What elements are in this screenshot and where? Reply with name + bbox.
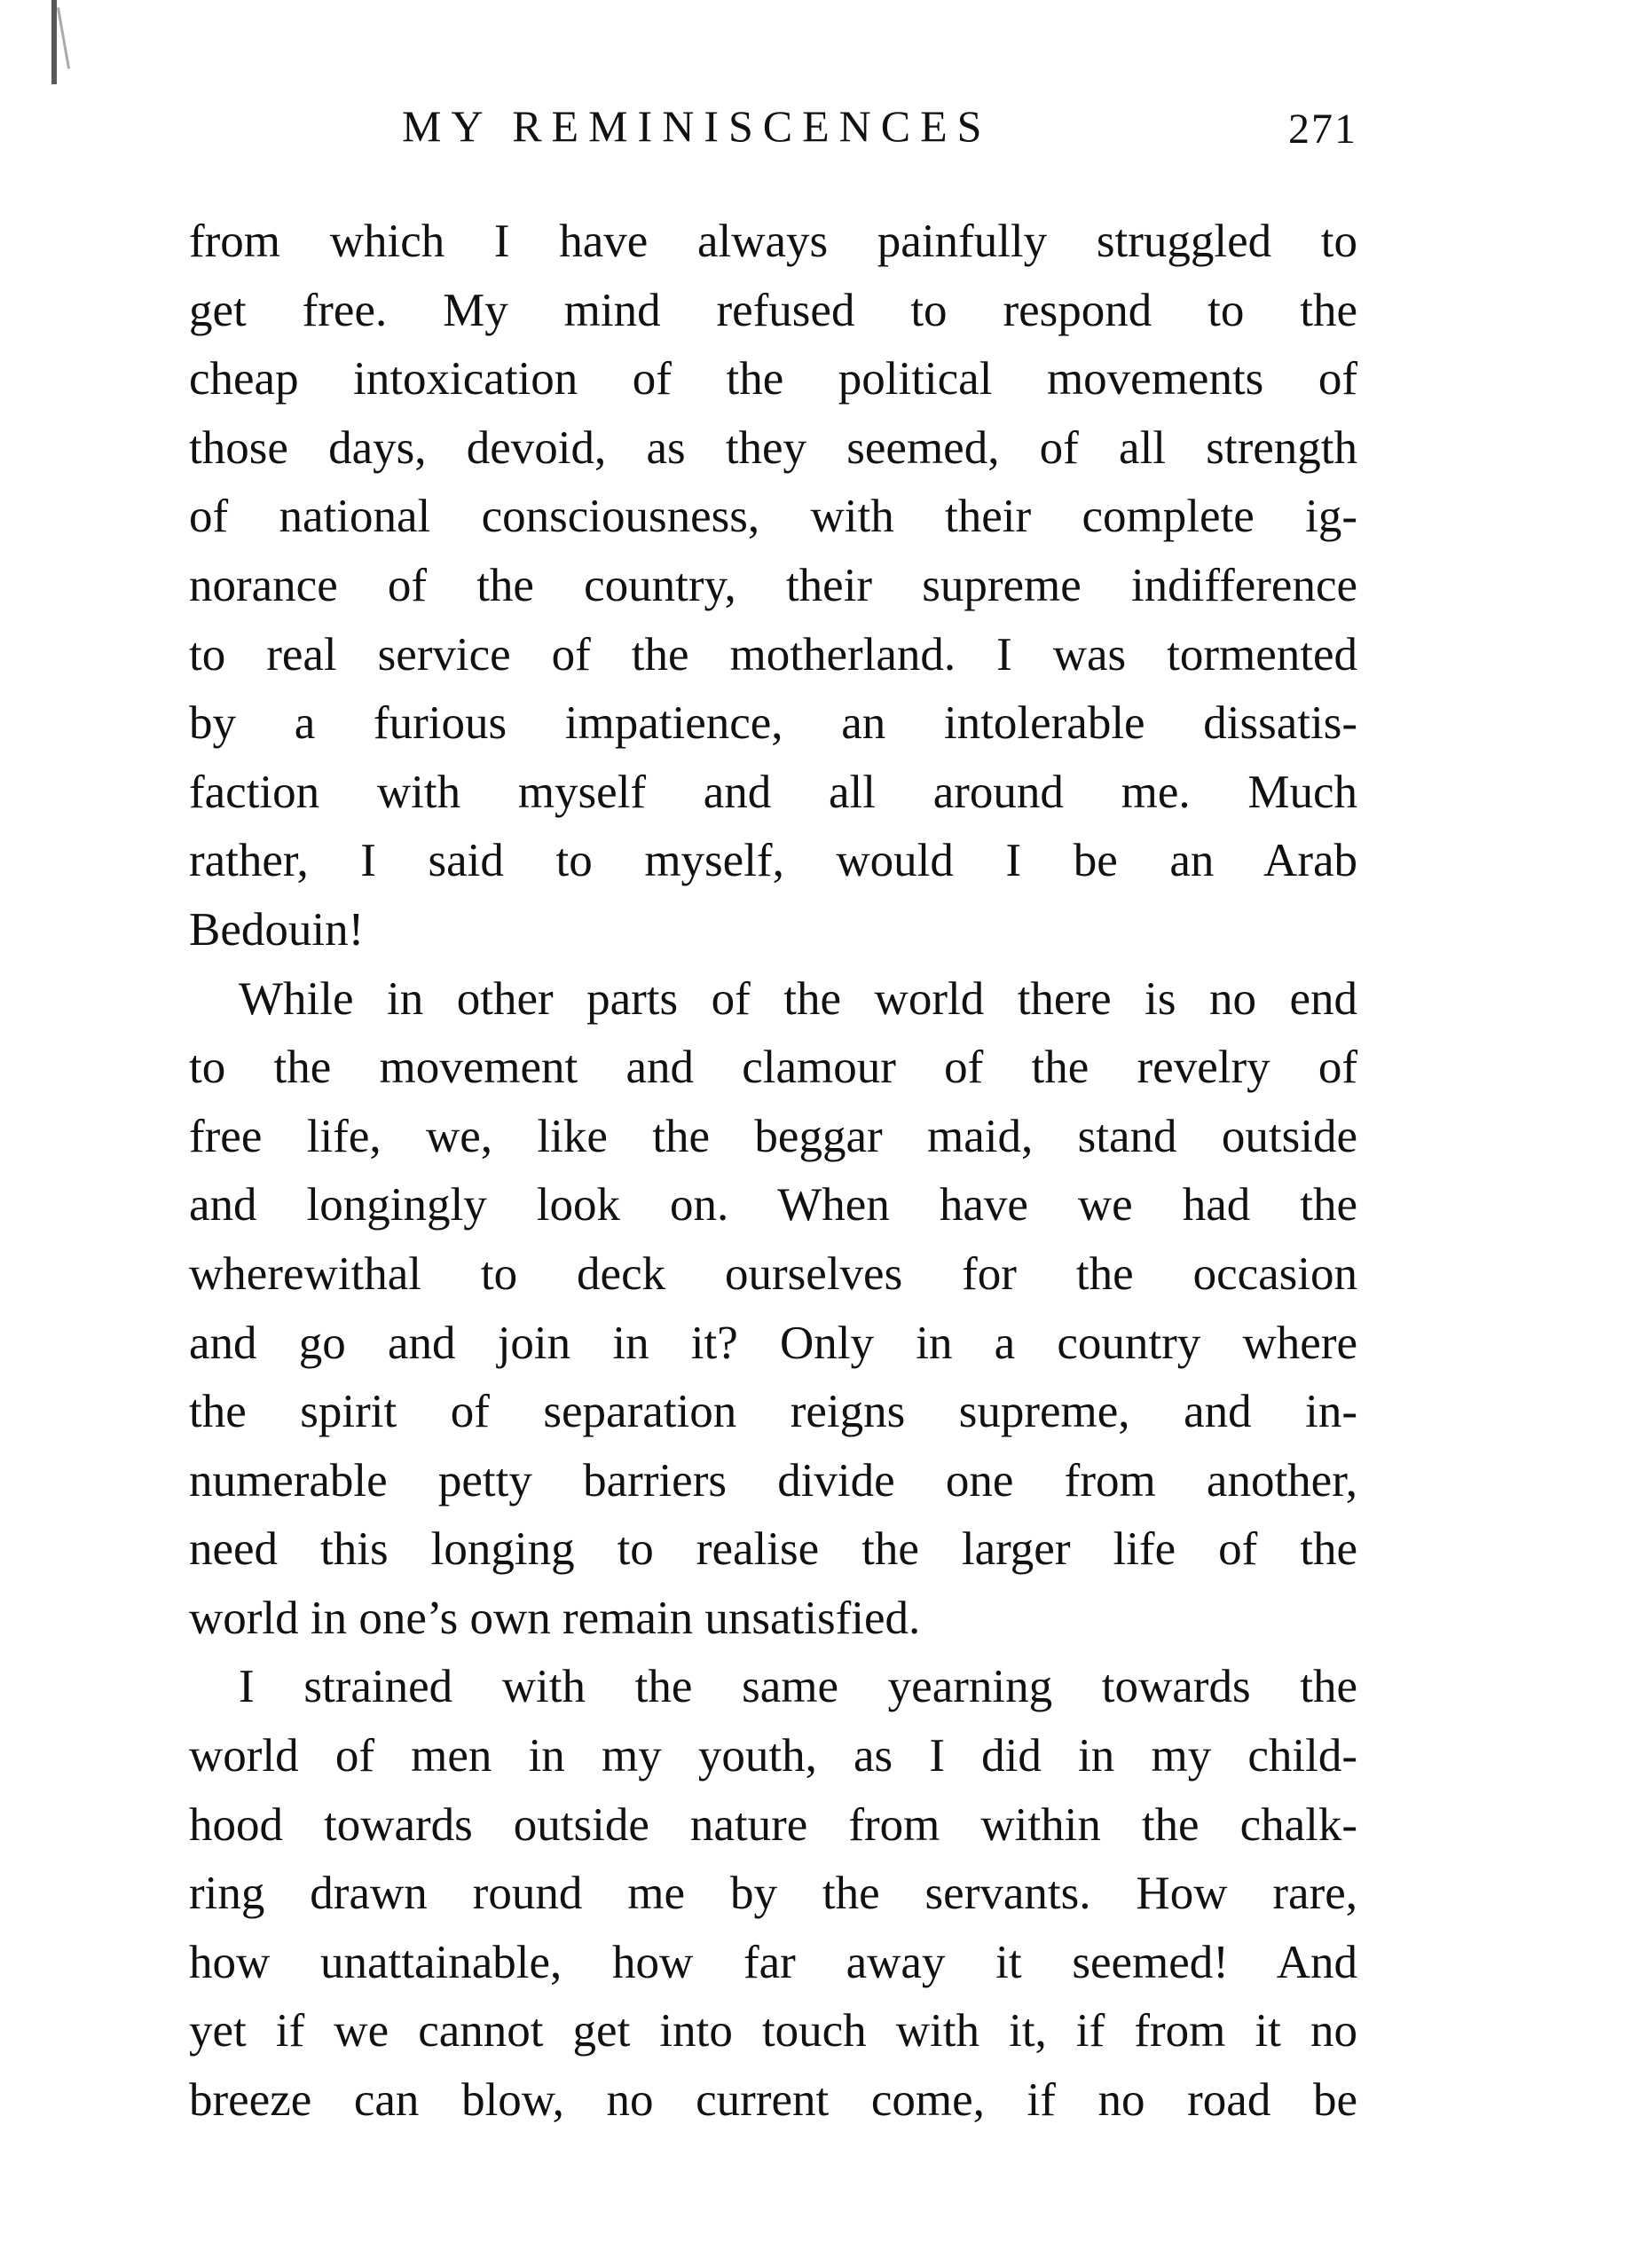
text-line: need this longing to realise the larger life of the <box>189 1523 1357 1576</box>
page-number: 271 <box>1288 106 1357 153</box>
text-line: those days, devoid, as they seemed, of all strength <box>189 421 1357 474</box>
text-line: hood towards outside nature from within the chalk- <box>189 1798 1357 1851</box>
text-line: rather, I said to myself, would I be an Arab <box>189 835 1357 887</box>
text-line: get free. My mind refused to respond to the <box>189 284 1357 336</box>
binding-mark <box>57 7 70 68</box>
text-line: the spirit of separation reigns supreme, and in- <box>189 1386 1357 1438</box>
text-line: of national consciousness, with their complete ig- <box>189 491 1357 543</box>
text-line: wherewithal to deck ourselves for the occasion <box>189 1247 1357 1300</box>
text-line: and longingly look on. When have we had the <box>189 1179 1357 1231</box>
text-line: to the movement and clamour of the revelry of <box>189 1042 1357 1094</box>
binding-mark <box>51 0 57 84</box>
text-line: by a furious impatience, an intolerable dissatis- <box>189 697 1357 750</box>
text-line: world of men in my youth, as I did in my child- <box>189 1730 1357 1782</box>
text-line: and go and join in it? Only in a country where <box>189 1317 1357 1369</box>
text-line: to real service of the motherland. I was tormented <box>189 628 1357 680</box>
text-line: Bedouin! <box>189 903 365 956</box>
text-line: breeze can blow, no current come, if no road be <box>189 2074 1357 2127</box>
text-line: world in one’s own remain unsatisfied. <box>189 1592 921 1644</box>
text-line: yet if we cannot get into touch with it, if from it no <box>189 2005 1357 2057</box>
text-line: free life, we, like the beggar maid, stand outside <box>189 1110 1357 1162</box>
page-body <box>189 208 1357 2136</box>
running-title: MY REMINISCENCES <box>402 101 992 151</box>
page-header <box>189 99 1357 153</box>
text-line: from which I have always painfully struggled to <box>189 216 1357 267</box>
text-line: ring drawn round me by the servants. How rare, <box>189 1868 1357 1920</box>
text-line: numerable petty barriers divide one from another, <box>189 1454 1357 1506</box>
text-line: how unattainable, how far away it seemed! And <box>189 1936 1357 1988</box>
text-line: While in other parts of the world there is no end <box>239 972 1357 1025</box>
text-line: I strained with the same yearning towards the <box>239 1661 1357 1713</box>
text-line: cheap intoxication of the political movements of <box>189 353 1357 405</box>
text-line: norance of the country, their supreme indifference <box>189 559 1357 611</box>
text-line: faction with myself and all around me. Much <box>189 766 1357 818</box>
